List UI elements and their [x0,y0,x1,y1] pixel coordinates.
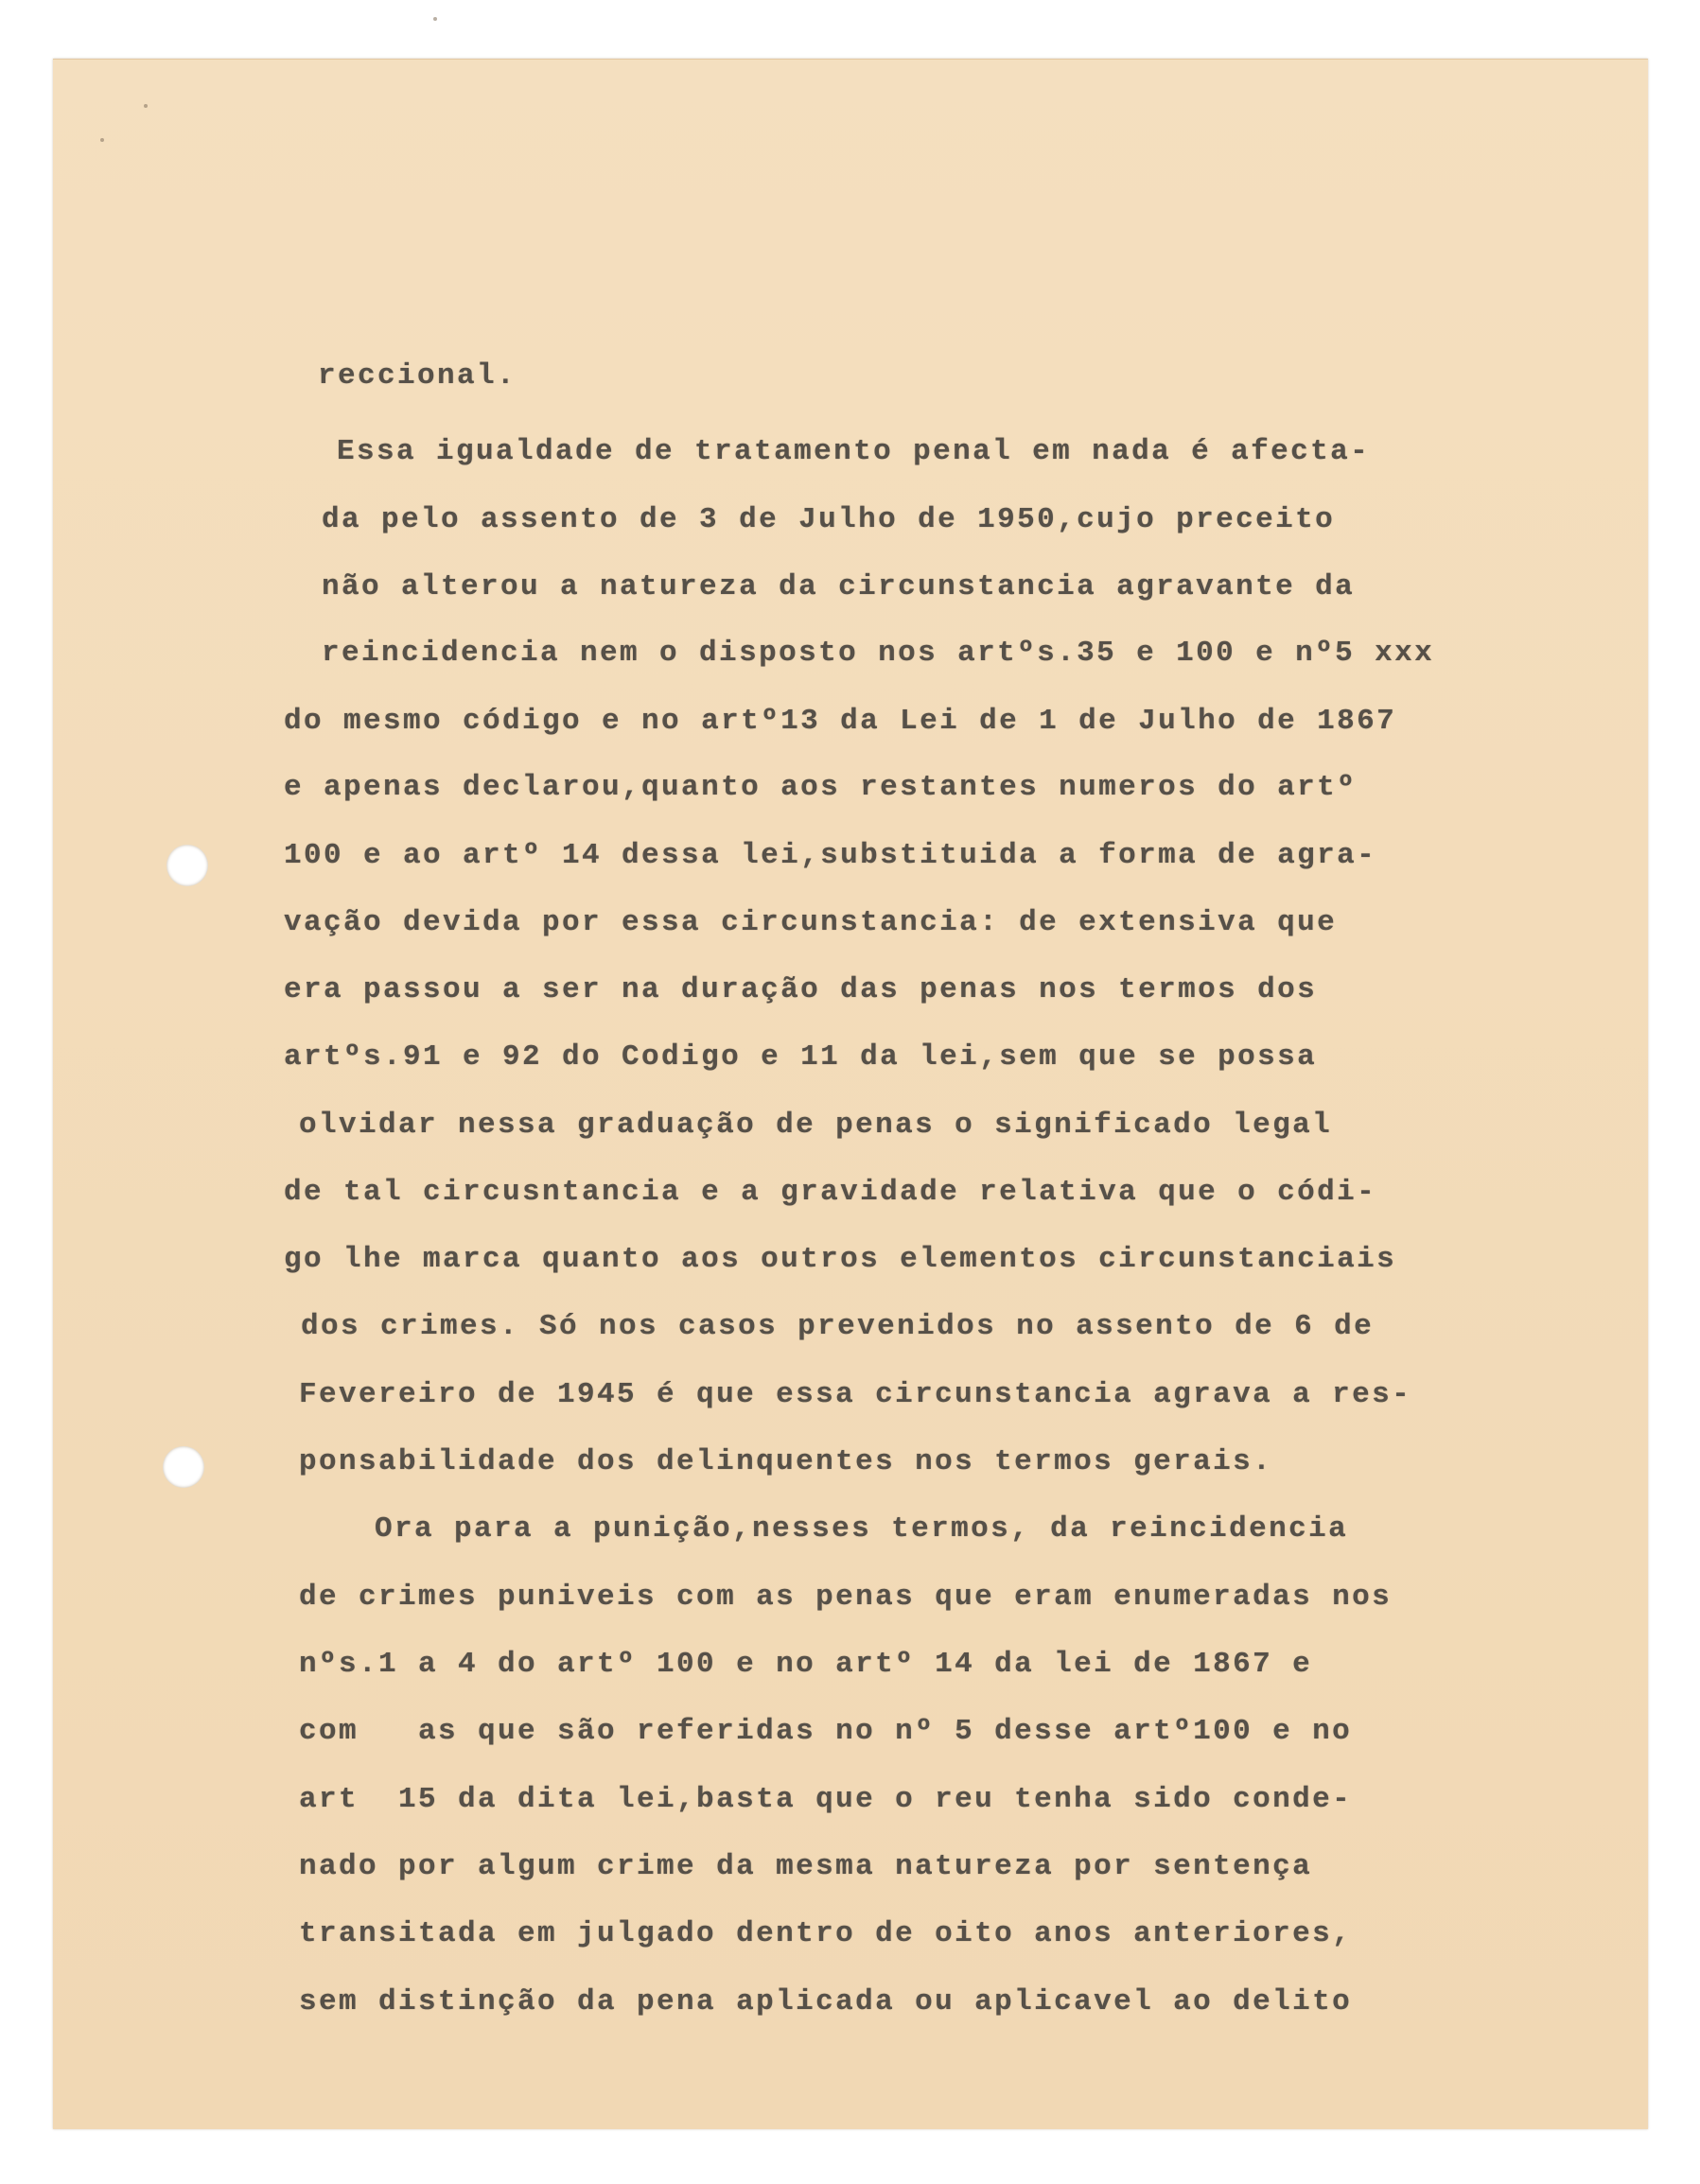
text-line: artºs.91 e 92 do Codigo e 11 da lei,sem que se possa [284,1040,1318,1074]
text-line: transitada em julgado dentro de oito anos anteriores, [299,1917,1353,1950]
text-line: não alterou a natureza da circunstancia agravante da [322,570,1356,603]
text-line: go lhe marca quanto aos outros elementos circunstanciais [284,1243,1397,1276]
text-line: dos crimes. Só nos casos prevenidos no assento de 6 de [301,1310,1375,1343]
text-line: vação devida por essa circunstancia: de extensiva que [284,906,1338,939]
text-line: nado por algum crime da mesma natureza por sentença [299,1850,1313,1883]
text-line: olvidar nessa graduação de penas o significado legal [299,1109,1333,1142]
text-line: Ora para a punição,nesses termos, da reincidencia [375,1512,1349,1546]
text-line: Essa igualdade de tratamento penal em nada é afecta- [337,435,1371,468]
text-line: era passou a ser na duração das penas nos termos dos [284,973,1318,1006]
text-line: reccional. [318,359,517,393]
text-line: art 15 da dita lei,basta que o reu tenha sido conde- [299,1783,1353,1816]
text-line: de tal circusntancia e a gravidade relativa que o códi- [284,1176,1377,1209]
text-line: e apenas declarou,quanto aos restantes numeros do artº [284,771,1358,804]
text-line: da pelo assento de 3 de Julho de 1950,cujo preceito [322,503,1336,536]
text-line: sem distinção da pena aplicada ou aplicavel ao delito [299,1985,1353,2018]
text-line: reincidencia nem o disposto nos artºs.35 e 100 e nº5 xxx [322,637,1435,670]
text-line: 100 e ao artº 14 dessa lei,substituida a forma de agra- [284,839,1377,872]
text-line: com as que são referidas no nº 5 desse artº100 e no [299,1715,1353,1748]
text-line: do mesmo código e no artº13 da Lei de 1 de Julho de 1867 [284,705,1397,738]
text-line: nºs.1 a 4 do artº 100 e no artº 14 da lei de 1867 e [299,1648,1313,1681]
text-line: Fevereiro de 1945 é que essa circunstancia agrava a res- [299,1378,1412,1411]
text-line: ponsabilidade dos delinquentes nos termos gerais. [299,1445,1273,1478]
text-line: de crimes puniveis com as penas que eram enumeradas nos [299,1581,1393,1614]
